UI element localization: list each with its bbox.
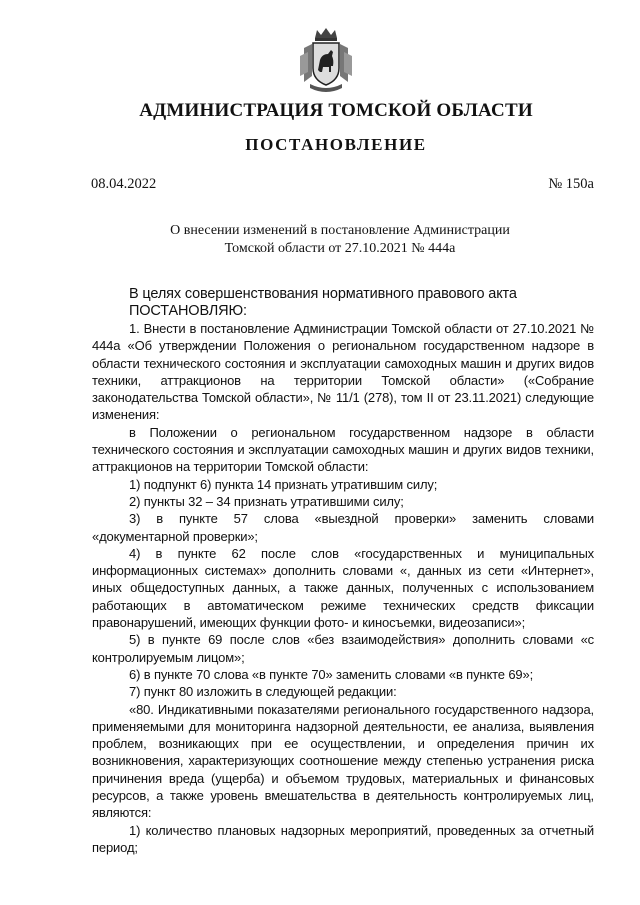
document-number: № 150а (548, 176, 594, 192)
list-item: 2) пункты 32 – 34 признать утратившими силу; (129, 493, 404, 509)
document-body (92, 286, 594, 856)
paragraph-regulation: в Положении о региональном государственном надзоре в области технического состояния и эксплуатации самоходных машин и других видов техники, аттракционов на территории Томской области: (92, 424, 594, 475)
list-item: 7) пункт 80 изложить в следующей редакции: (129, 684, 397, 700)
list-item: 1) подпункт 6) пункта 14 признать утратившим силу; (129, 476, 438, 492)
list-item: 6) в пункте 70 слова «в пункте 70» заменить словами «в пункте 69»; (129, 666, 534, 682)
list-item: 3) в пункте 57 слова «выездной проверки» заменить словами «документарной проверки»; (92, 511, 594, 544)
subject-line-2: Томской области от 27.10.2021 № 444а (224, 241, 456, 256)
document-date: 08.04.2022 (91, 176, 157, 192)
paragraph-purpose: В целях совершенствования нормативного правового акта (129, 286, 517, 302)
tomsk-coat-of-arms-icon (296, 26, 356, 94)
document-type: ПОСТАНОВЛЕНИЕ (245, 135, 427, 154)
list-item: 5) в пункте 69 после слов «без взаимодействия» дополнить словами «с контролируемым лицом»; (92, 632, 594, 665)
subject-line-1: О внесении изменений в постановление Администрации (170, 223, 510, 238)
organization-title: АДМИНИСТРАЦИЯ ТОМСКОЙ ОБЛАСТИ (139, 100, 533, 121)
paragraph-point-80: «80. Индикативными показателями регионального государственного надзора, применяемыми для мониторинга надзорной деятельности, ее анализа, выявления проблем, возникающих при ее осуществлении, и определения причин их возникновения, характеризующих соотношение между степенью устранения риска причинения вреда (ущерба) и объемом трудовых, материальных и финансовых ресурсов, а также уровень вмешательства в деятельность контролируемых лиц, являются: (92, 701, 594, 821)
paragraph-item-1: 1. Внести в постановление Администрации Томской области от 27.10.2021 № 444а «Об утверждении Положения о региональном государственном надзоре в области технического состояния и эксплуатации самоходных машин и других видов техники, аттракционов на территории Томской области» («Собрание законодательства Томской области», № 11/1 (278), том II от 23.11.2021) следующие изменения: (92, 321, 594, 423)
list-item: 1) количество плановых надзорных мероприятий, проведенных за отчетный период; (92, 822, 594, 855)
paragraph-resolve: ПОСТАНОВЛЯЮ: (129, 303, 247, 319)
list-item: 4) в пункте 62 после слов «государственных и муниципальных информационных системах» дополнить словами «, данных из сети «Интернет», иных общедоступных данных, а также данных, полученных с использованием работающих в автоматическом режиме технических средств фиксации правонарушений, имеющих функции фото- и киносъемки, видеозаписи»; (92, 545, 594, 631)
document-subject (140, 222, 540, 258)
